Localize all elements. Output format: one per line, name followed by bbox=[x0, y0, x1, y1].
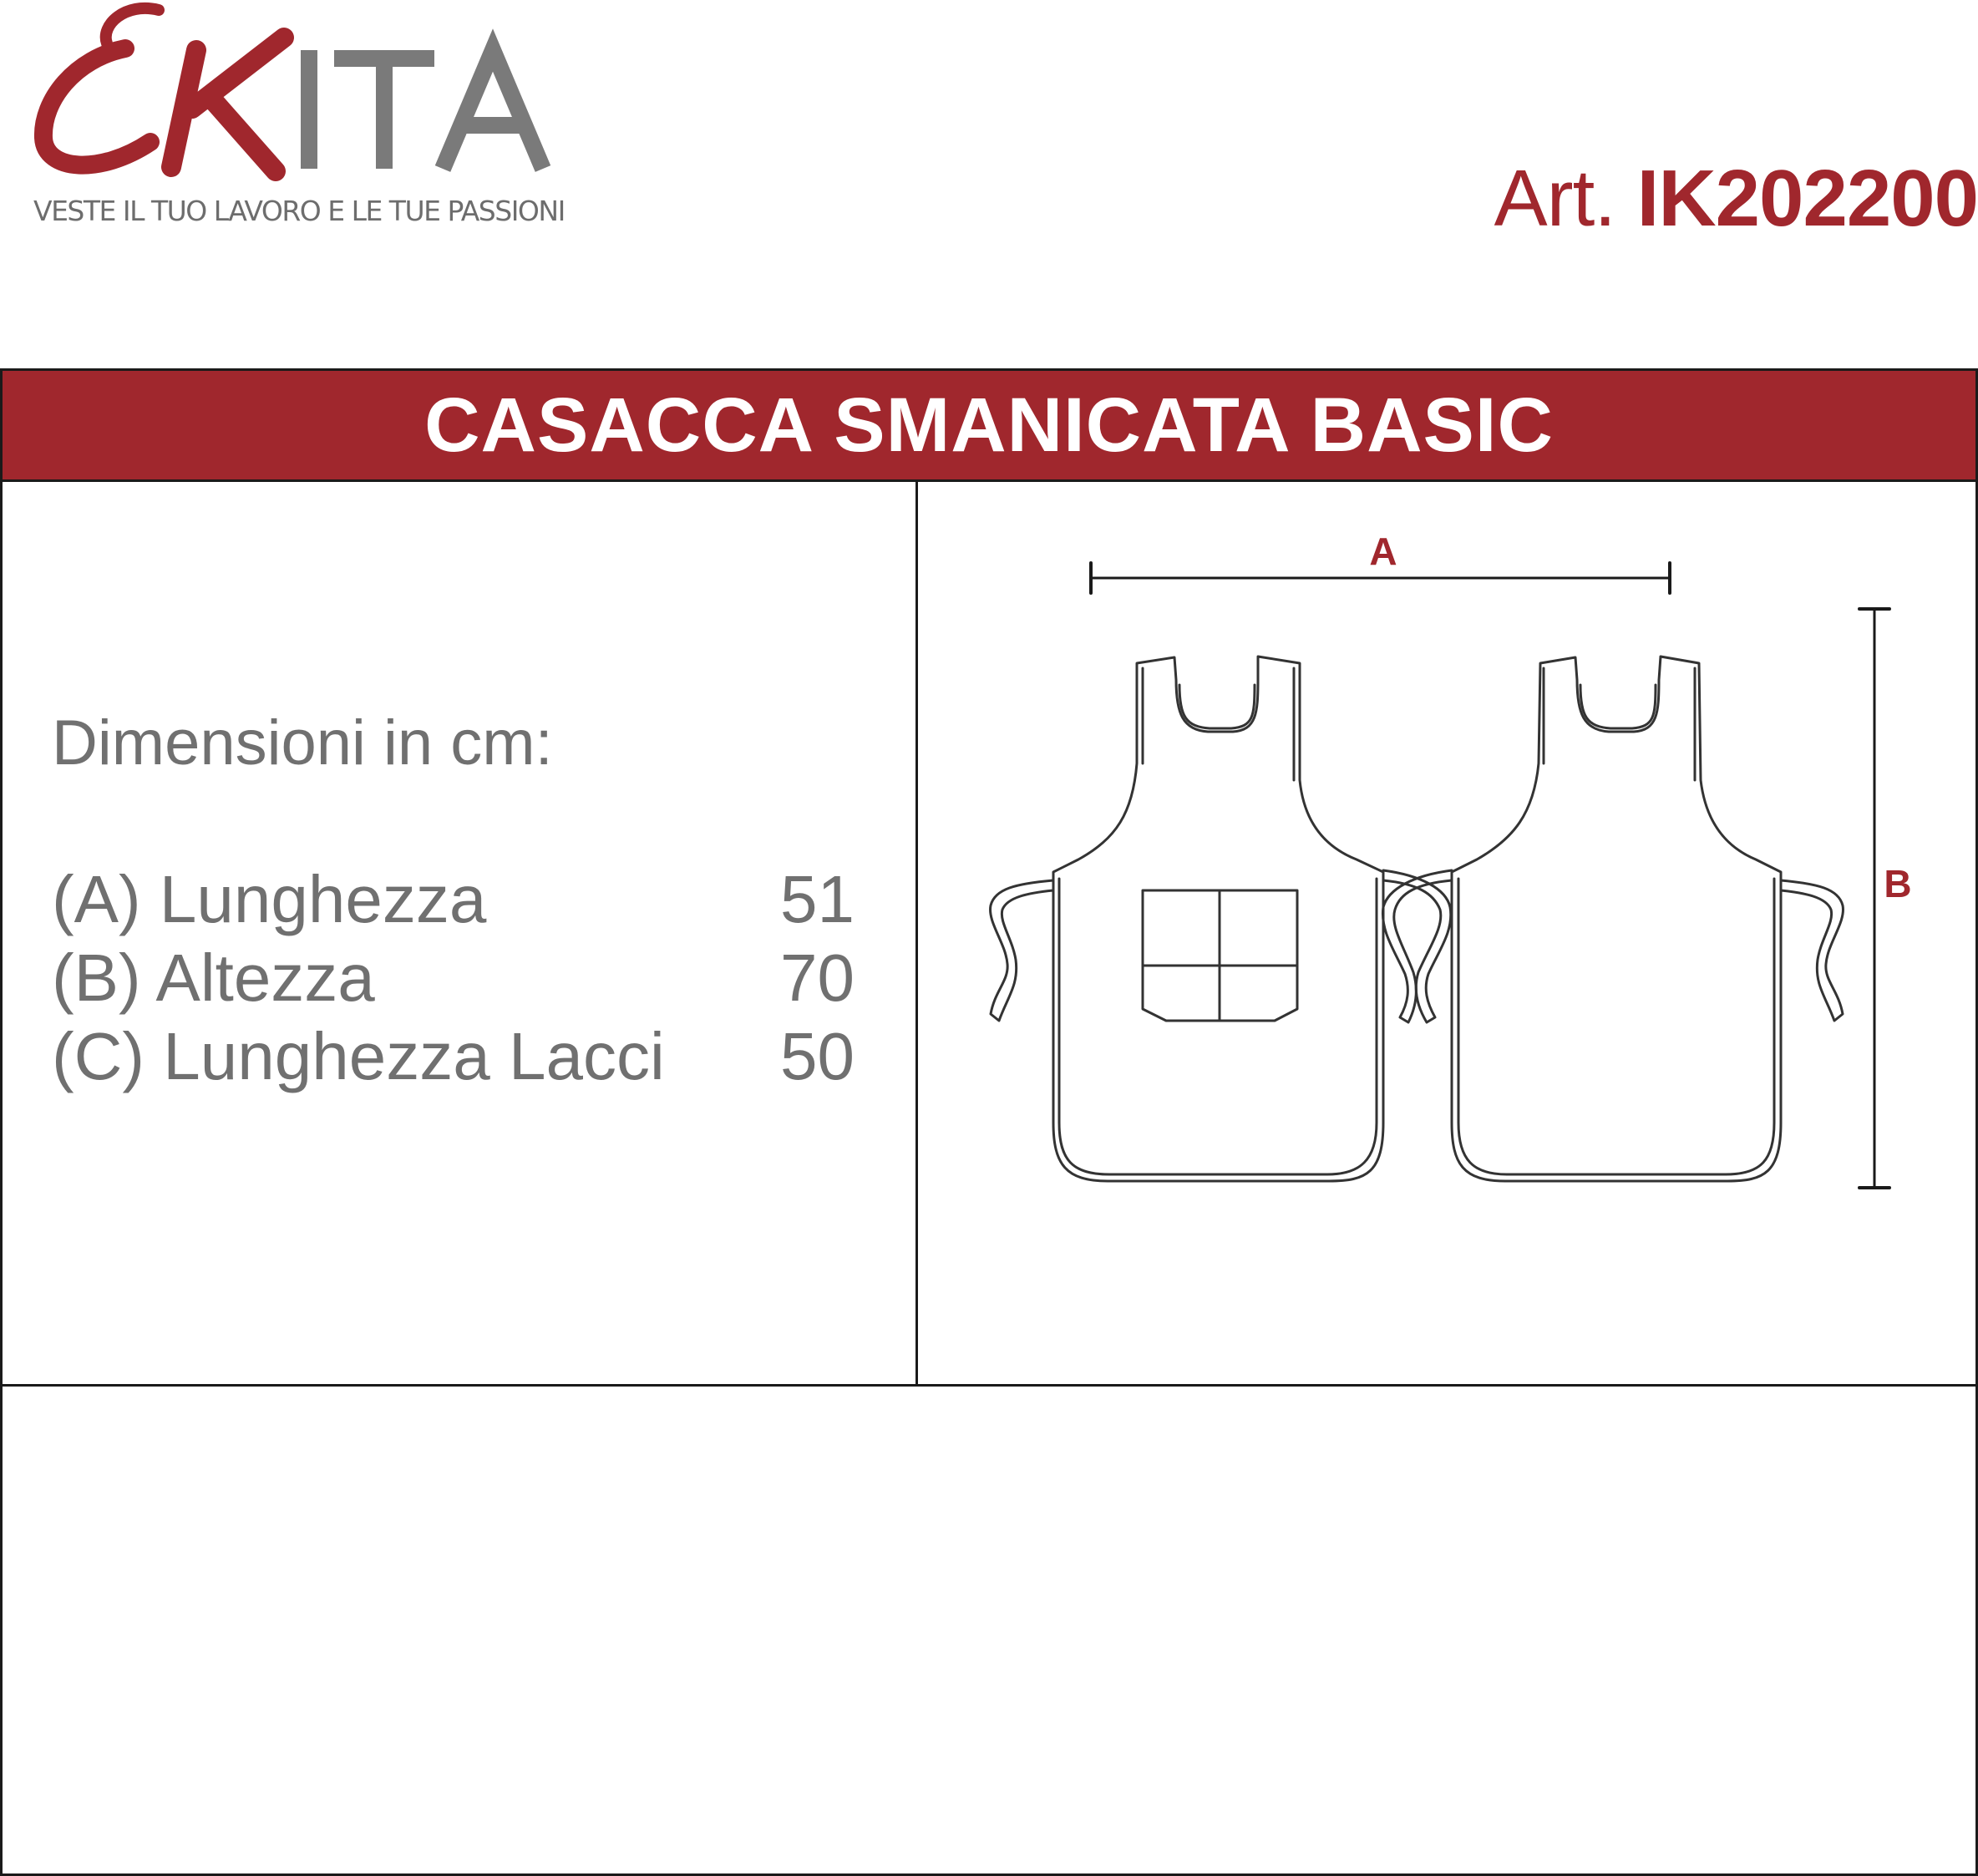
garment-technical-drawing bbox=[915, 479, 1978, 1382]
logo-swoosh-body bbox=[43, 48, 150, 165]
dimension-a-label: A bbox=[1369, 530, 1397, 573]
row-divider bbox=[3, 1384, 1975, 1387]
title-bar bbox=[3, 371, 1975, 482]
ikita-wordmark-logo bbox=[25, 0, 593, 184]
back-right-tie bbox=[1781, 880, 1843, 1021]
logo-letter-i bbox=[301, 50, 317, 169]
article-prefix: Art. bbox=[1494, 154, 1615, 243]
front-view bbox=[991, 657, 1451, 1181]
dimension-row-a bbox=[52, 860, 887, 939]
dimension-value: 50 bbox=[780, 1019, 855, 1093]
front-left-tie bbox=[991, 880, 1053, 1021]
logo-letter-k bbox=[171, 38, 284, 171]
brand-tagline: VESTE IL TUO LAVORO E LE TUE PASSIONI bbox=[33, 195, 565, 227]
dimension-value: 51 bbox=[780, 862, 855, 936]
dimension-label: (A) Lunghezza bbox=[52, 862, 487, 936]
dimensions-panel bbox=[52, 706, 887, 1096]
dimension-label: (B) Altezza bbox=[52, 941, 375, 1015]
logo-letter-a bbox=[443, 50, 543, 169]
dimension-b-indicator bbox=[1859, 609, 1912, 1188]
dimension-a-indicator bbox=[1091, 530, 1670, 593]
dimension-row-c bbox=[52, 1017, 887, 1096]
dimension-value: 70 bbox=[780, 941, 855, 1015]
product-title: CASACCA SMANICATA BASIC bbox=[424, 382, 1554, 468]
article-number: IK202200 bbox=[1636, 154, 1978, 243]
logo-letter-t-stem bbox=[376, 50, 393, 169]
article-code bbox=[1494, 153, 1978, 245]
logo-swoosh-i bbox=[106, 8, 159, 43]
dimensions-heading: Dimensioni in cm: bbox=[52, 707, 553, 778]
dimensions-list bbox=[52, 860, 887, 1096]
brand-logo bbox=[25, 0, 593, 242]
back-view bbox=[1382, 657, 1843, 1181]
dimension-label: (C) Lunghezza Lacci bbox=[52, 1019, 665, 1093]
dimension-b-label: B bbox=[1884, 862, 1912, 905]
dimension-row-b bbox=[52, 939, 887, 1017]
